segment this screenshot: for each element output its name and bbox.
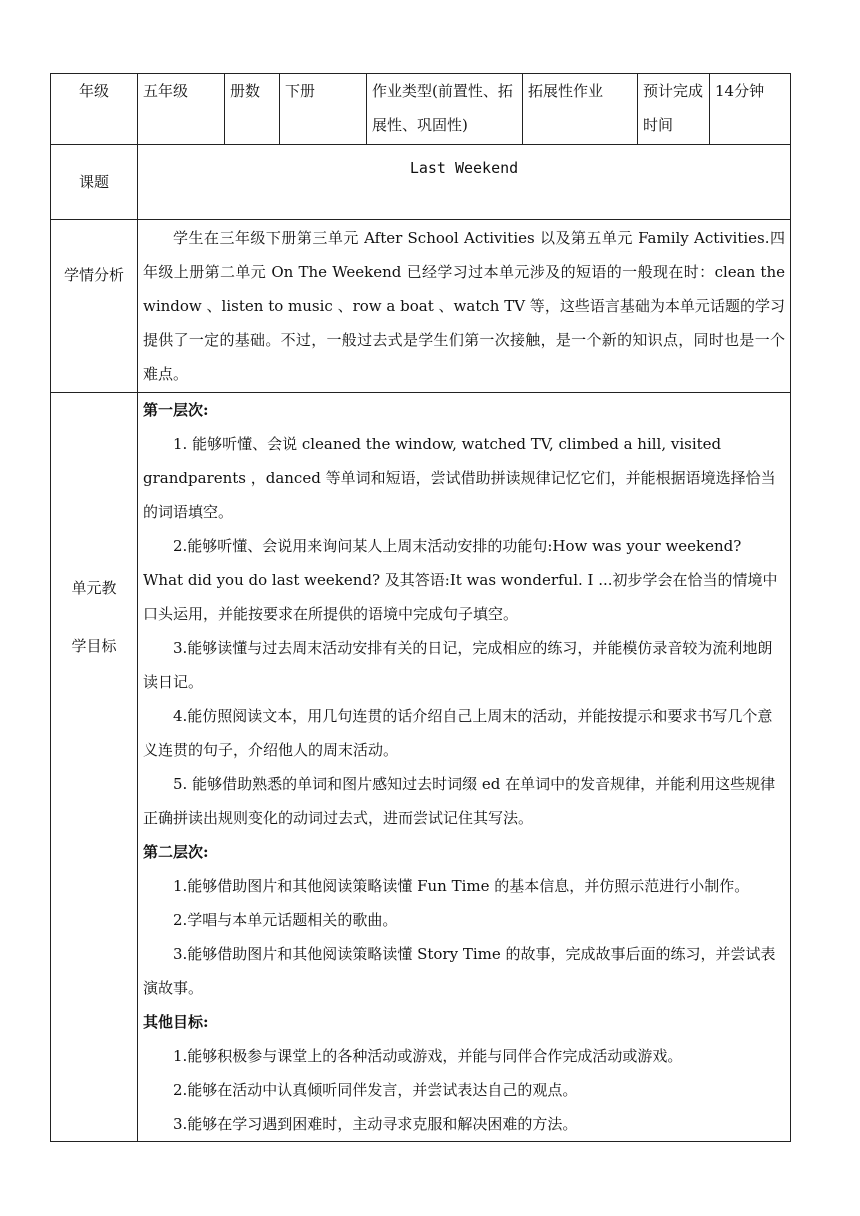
topic-label: 课题 <box>51 145 138 220</box>
level2-item: 2.学唱与本单元话题相关的歌曲。 <box>173 911 398 929</box>
goals-label-cell <box>51 393 138 1142</box>
level1-item: 3.能够读懂与过去周末活动安排有关的日记，完成相应的练习，并能模仿录音较为流利地朗读日记。 <box>143 639 773 691</box>
goals-label-line2: 学目标 <box>71 637 117 655</box>
estimated-time-label: 预计完成时间 <box>638 74 710 145</box>
homework-type-value: 拓展性作业 <box>523 74 638 145</box>
other-goal-item: 3.能够在学习遇到困难时，主动寻求克服和解决困难的方法。 <box>173 1115 578 1133</box>
grade-value: 五年级 <box>138 74 225 145</box>
level1-item: 1. 能够听懂、会说 cleaned the window, watched TV, climbed a hill, visited grandparents ，danced 等单词和短语，尝试借助拼读规律记忆它们，并能根据语境选择恰当的词语填空。 <box>143 435 776 521</box>
level1-item: 2.能够听懂、会说用来询问某人上周末活动安排的功能句:How was your weekend? What did you do last weekend? 及其答语:It was wonderful. I ...初步学会在恰当的情境中口头运用，并能按要求在所提供的语境中完成句子填空。 <box>143 537 778 623</box>
goals-label-line1: 单元教 <box>71 579 117 597</box>
level1-item: 4.能仿照阅读文本，用几句连贯的话介绍自己上周末的活动，并能按提示和要求书写几个意义连贯的句子，介绍他人的周末活动。 <box>143 707 773 759</box>
topic-title: Last Weekend <box>138 145 791 220</box>
header-row <box>51 74 791 145</box>
other-goals-heading: 其他目标: <box>143 1013 209 1031</box>
volume-value: 下册 <box>280 74 367 145</box>
volume-label: 册数 <box>225 74 280 145</box>
homework-design-table <box>50 73 791 1142</box>
analysis-row <box>51 220 791 393</box>
analysis-label: 学情分析 <box>51 220 138 393</box>
goals-row <box>51 393 791 1142</box>
analysis-cell <box>138 220 791 393</box>
level1-heading: 第一层次: <box>143 401 209 419</box>
grade-label: 年级 <box>51 74 138 145</box>
other-goal-item: 2.能够在活动中认真倾听同伴发言，并尝试表达自己的观点。 <box>173 1081 578 1099</box>
homework-type-label: 作业类型(前置性、拓展性、巩固性) <box>367 74 523 145</box>
estimated-time-value: 14分钟 <box>710 74 791 145</box>
goals-cell <box>138 393 791 1142</box>
analysis-text: 学生在三年级下册第三单元 After School Activities 以及第五单元 Family Activities.四年级上册第二单元 On The Weekend 已经学习过本单元涉及的短语的一般现在时：clean the window 、listen to music 、row a boat 、watch TV 等，这些语言基础为本单元话题的学习提供了一定的基础。不过，一般过去式是学生们第一次接触，是一个新的知识点，同时也是一个难点。 <box>143 229 785 383</box>
level1-item: 5. 能够借助熟悉的单词和图片感知过去时词缀 ed 在单词中的发音规律，并能利用这些规律正确拼读出规则变化的动词过去式，进而尝试记住其写法。 <box>143 775 776 827</box>
level2-heading: 第二层次: <box>143 843 209 861</box>
other-goal-item: 1.能够积极参与课堂上的各种活动或游戏，并能与同伴合作完成活动或游戏。 <box>173 1047 683 1065</box>
topic-row <box>51 145 791 220</box>
level2-item: 3.能够借助图片和其他阅读策略读懂 Story Time 的故事，完成故事后面的练习，并尝试表演故事。 <box>143 945 776 997</box>
level2-item: 1.能够借助图片和其他阅读策略读懂 Fun Time 的基本信息，并仿照示范进行小制作。 <box>173 877 750 895</box>
